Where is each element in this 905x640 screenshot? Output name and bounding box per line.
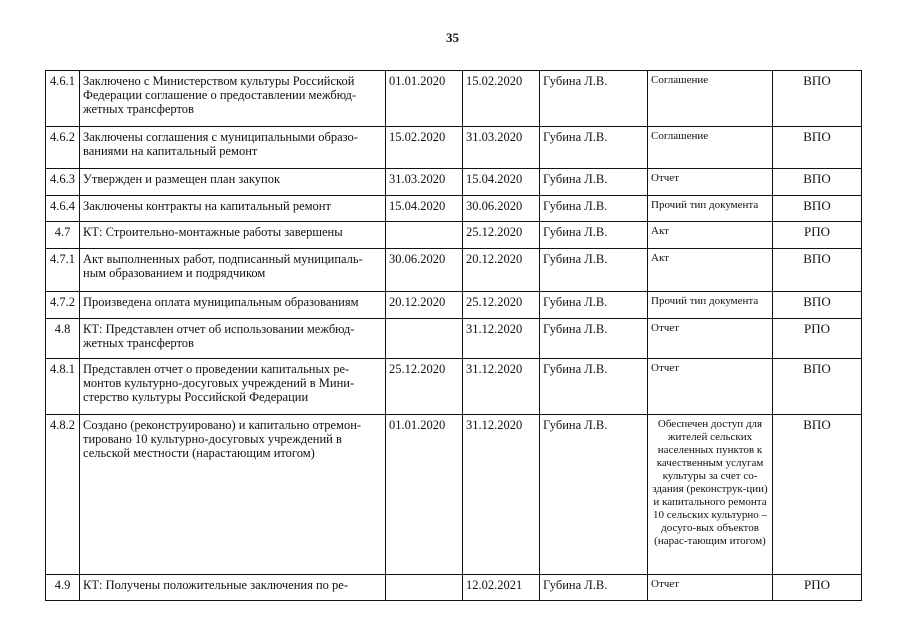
row-control-level: РПО	[773, 319, 862, 359]
row-document-type: Отчет	[648, 319, 773, 359]
row-responsible: Губина Л.В.	[540, 415, 648, 575]
row-name: КТ: Строительно-монтажные работы завершены	[80, 222, 386, 249]
row-name: Создано (реконструировано) и капитально отремон-тировано 10 культурно-досуговых учреждений в сельской местности (нарастающим итогом)	[80, 415, 386, 575]
row-start-date	[386, 575, 463, 601]
table-row	[46, 359, 862, 415]
row-name: Утвержден и размещен план закупок	[80, 169, 386, 196]
row-document-type: Акт	[648, 249, 773, 292]
row-start-date: 25.12.2020	[386, 359, 463, 415]
row-document-type: Отчет	[648, 169, 773, 196]
page-number: 35	[446, 30, 459, 45]
row-control-level: ВПО	[773, 169, 862, 196]
row-name: Акт выполненных работ, подписанный муниципаль-ным образованием и подрядчиком	[80, 249, 386, 292]
row-start-date: 15.04.2020	[386, 196, 463, 222]
row-end-date: 25.12.2020	[463, 292, 540, 319]
row-number: 4.8.2	[46, 415, 80, 575]
row-name: Заключено с Министерством культуры Российской Федерации соглашение о предоставлении межбюд-жетных трансфертов	[80, 71, 386, 127]
row-responsible: Губина Л.В.	[540, 319, 648, 359]
row-start-date: 30.06.2020	[386, 249, 463, 292]
table-row	[46, 71, 862, 127]
row-number: 4.7.2	[46, 292, 80, 319]
table-row	[46, 575, 862, 601]
row-control-level: ВПО	[773, 359, 862, 415]
row-control-level: ВПО	[773, 71, 862, 127]
control-points-table	[45, 70, 862, 601]
row-control-level: ВПО	[773, 196, 862, 222]
row-start-date	[386, 222, 463, 249]
row-control-level: ВПО	[773, 127, 862, 169]
row-start-date: 15.02.2020	[386, 127, 463, 169]
row-responsible: Губина Л.В.	[540, 292, 648, 319]
row-responsible: Губина Л.В.	[540, 249, 648, 292]
table-row	[46, 222, 862, 249]
row-end-date: 31.12.2020	[463, 359, 540, 415]
row-document-type: Соглашение	[648, 71, 773, 127]
row-document-type: Соглашение	[648, 127, 773, 169]
row-control-level: ВПО	[773, 415, 862, 575]
row-name: Заключены контракты на капитальный ремонт	[80, 196, 386, 222]
row-number: 4.6.4	[46, 196, 80, 222]
row-control-level: РПО	[773, 222, 862, 249]
row-responsible: Губина Л.В.	[540, 127, 648, 169]
row-end-date: 15.02.2020	[463, 71, 540, 127]
row-control-level: ВПО	[773, 292, 862, 319]
row-end-date: 30.06.2020	[463, 196, 540, 222]
row-name: Представлен отчет о проведении капитальных ре-монтов культурно-досуговых учреждений в Мини-стерство культуры Российской Федерации	[80, 359, 386, 415]
row-end-date: 31.12.2020	[463, 319, 540, 359]
row-document-type: Отчет	[648, 575, 773, 601]
row-document-type: Акт	[648, 222, 773, 249]
row-end-date: 15.04.2020	[463, 169, 540, 196]
row-number: 4.8.1	[46, 359, 80, 415]
row-control-level: ВПО	[773, 249, 862, 292]
row-control-level: РПО	[773, 575, 862, 601]
row-document-type: Отчет	[648, 359, 773, 415]
row-start-date: 01.01.2020	[386, 415, 463, 575]
table-row	[46, 127, 862, 169]
row-responsible: Губина Л.В.	[540, 169, 648, 196]
row-responsible: Губина Л.В.	[540, 359, 648, 415]
row-end-date: 20.12.2020	[463, 249, 540, 292]
table-row	[46, 319, 862, 359]
row-start-date: 01.01.2020	[386, 71, 463, 127]
table-row	[46, 196, 862, 222]
row-document-type: Прочий тип документа	[648, 196, 773, 222]
row-responsible: Губина Л.В.	[540, 71, 648, 127]
row-document-type: Обеспечен доступ для жителей сельских населенных пунктов к качественным услугам культуры за счет со-здания (реконструк-ции) и капитального ремонта 10 сельских культурно – досуго-вых объектов (нарас-тающим итогом)	[648, 415, 773, 575]
table-row	[46, 292, 862, 319]
row-responsible: Губина Л.В.	[540, 575, 648, 601]
row-number: 4.6.2	[46, 127, 80, 169]
table-row	[46, 249, 862, 292]
table-row	[46, 169, 862, 196]
row-name: Заключены соглашения с муниципальными образо-ваниями на капитальный ремонт	[80, 127, 386, 169]
row-number: 4.8	[46, 319, 80, 359]
row-responsible: Губина Л.В.	[540, 196, 648, 222]
row-start-date: 20.12.2020	[386, 292, 463, 319]
row-name: КТ: Представлен отчет об использовании межбюд-жетных трансфертов	[80, 319, 386, 359]
row-end-date: 31.12.2020	[463, 415, 540, 575]
row-name: КТ: Получены положительные заключения по ре-	[80, 575, 386, 601]
row-start-date: 31.03.2020	[386, 169, 463, 196]
row-number: 4.6.1	[46, 71, 80, 127]
row-end-date: 12.02.2021	[463, 575, 540, 601]
row-end-date: 25.12.2020	[463, 222, 540, 249]
row-end-date: 31.03.2020	[463, 127, 540, 169]
row-start-date	[386, 319, 463, 359]
row-number: 4.7	[46, 222, 80, 249]
row-number: 4.7.1	[46, 249, 80, 292]
row-name: Произведена оплата муниципальным образованиям	[80, 292, 386, 319]
row-number: 4.9	[46, 575, 80, 601]
row-document-type: Прочий тип документа	[648, 292, 773, 319]
row-responsible: Губина Л.В.	[540, 222, 648, 249]
table-row	[46, 415, 862, 575]
row-number: 4.6.3	[46, 169, 80, 196]
